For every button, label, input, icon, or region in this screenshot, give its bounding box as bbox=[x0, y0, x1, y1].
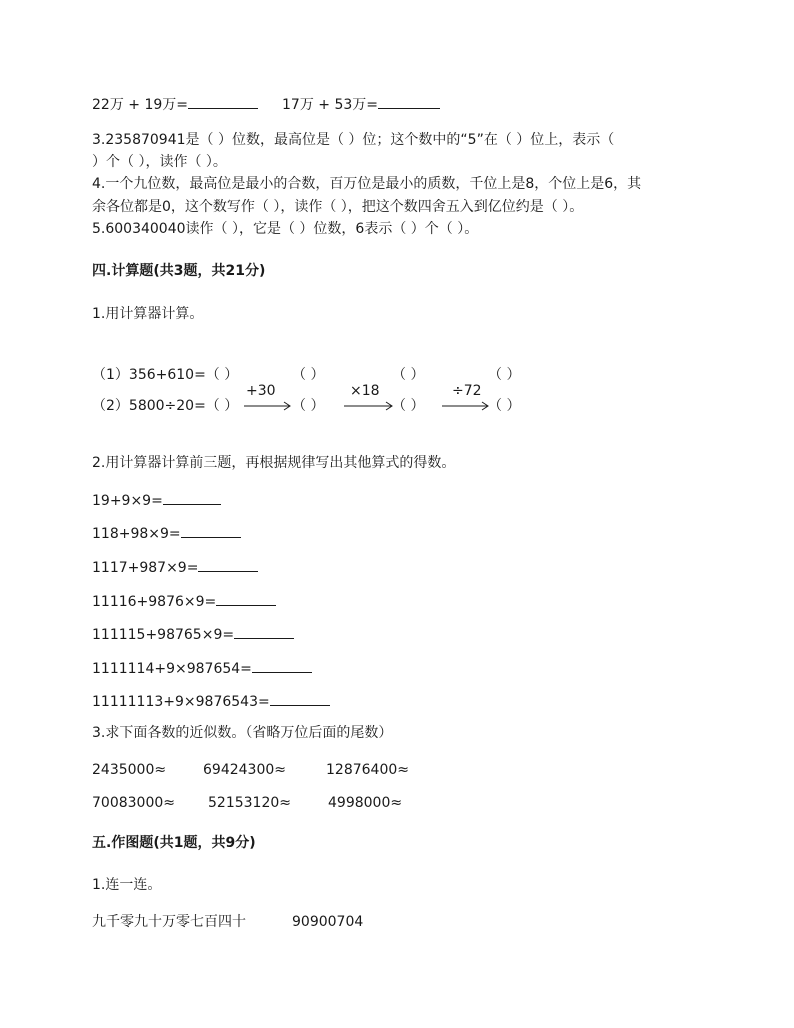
pattern-expr-1 bbox=[92, 490, 221, 510]
answer-blank[interactable] bbox=[188, 94, 258, 109]
expression: 1117+987×9= bbox=[92, 560, 199, 576]
approx-2-1: 70083000≈ bbox=[92, 795, 175, 811]
answer-blank[interactable] bbox=[181, 523, 241, 538]
arrow-icon bbox=[244, 402, 294, 410]
chain-row-1-label: （1）356+610=（ ） bbox=[92, 367, 239, 383]
match-left-item[interactable]: 九千零九十万零七百四十 bbox=[92, 914, 246, 930]
expr-22-19: 22万 + 19万= bbox=[92, 97, 188, 113]
chain-row-2-blank-2: （ ） bbox=[292, 398, 325, 414]
expression: 118+98×9= bbox=[92, 526, 181, 542]
answer-blank[interactable] bbox=[198, 557, 258, 572]
section-5-title: 五.作图题(共1题，共9分) bbox=[92, 835, 256, 851]
section-5-q1-prompt: 1.连一连。 bbox=[92, 877, 162, 893]
chain-row-1-blank-2: （ ） bbox=[292, 367, 325, 383]
arrow-icon bbox=[442, 402, 492, 410]
answer-blank[interactable] bbox=[252, 658, 312, 673]
pattern-expr-6 bbox=[92, 658, 312, 678]
expression: 1111114+9×987654= bbox=[92, 661, 252, 677]
approx-2-2: 52153120≈ bbox=[208, 795, 291, 811]
expression: 111115+98765×9= bbox=[92, 627, 235, 643]
pattern-expr-3 bbox=[92, 557, 258, 577]
answer-blank[interactable] bbox=[270, 691, 330, 706]
approx-1-2: 69424300≈ bbox=[203, 762, 286, 778]
section-4-q2-prompt: 2.用计算器计算前三题，再根据规律写出其他算式的得数。 bbox=[92, 455, 456, 471]
answer-blank[interactable] bbox=[378, 94, 440, 109]
approx-1-1: 2435000≈ bbox=[92, 762, 167, 778]
top-row-right bbox=[282, 94, 440, 114]
answer-blank[interactable] bbox=[216, 591, 276, 606]
arrow-icon bbox=[344, 402, 394, 410]
answer-blank[interactable] bbox=[234, 624, 294, 639]
operator-divide-72: ÷72 bbox=[452, 383, 482, 399]
pattern-expr-5 bbox=[92, 624, 294, 644]
section-4-title: 四.计算题(共3题，共21分) bbox=[92, 263, 266, 279]
pattern-expr-4 bbox=[92, 591, 276, 611]
approx-1-3: 12876400≈ bbox=[326, 762, 409, 778]
expression: 19+9×9= bbox=[92, 493, 163, 509]
top-row bbox=[92, 94, 258, 114]
pattern-expr-2 bbox=[92, 523, 241, 543]
approx-2-3: 4998000≈ bbox=[328, 795, 403, 811]
question-5-line: 5.600340040读作（ ），它是（ ）位数，6表示（ ）个（ ）。 bbox=[92, 221, 479, 237]
question-3-line-2: ）个（ ），读作（ ）。 bbox=[92, 154, 227, 170]
match-right-item[interactable]: 90900704 bbox=[292, 914, 364, 930]
chain-row-1-blank-4: （ ） bbox=[488, 367, 521, 383]
operator-times-18: ×18 bbox=[350, 383, 380, 399]
question-4-line-1: 4.一个九位数，最高位是最小的合数，百万位是最小的质数，千位上是8，个位上是6，其 bbox=[92, 176, 642, 192]
expression: 11111113+9×9876543= bbox=[92, 694, 270, 710]
operator-plus-30: +30 bbox=[246, 383, 276, 399]
question-4-line-2: 余各位都是0，这个数写作（ ），读作（ ），把这个数四舍五入到亿位约是（ ）。 bbox=[92, 199, 584, 215]
answer-blank[interactable] bbox=[163, 490, 221, 505]
chain-row-2-label: （2）5800÷20=（ ） bbox=[92, 398, 239, 414]
question-3-line-1: 3.235870941是（ ）位数，最高位是（ ）位；这个数中的“5”在（ ）位上，表示（ bbox=[92, 132, 615, 148]
chain-row-1-blank-3: （ ） bbox=[392, 367, 425, 383]
section-4-q1-prompt: 1.用计算器计算。 bbox=[92, 306, 204, 322]
expression: 11116+9876×9= bbox=[92, 594, 217, 610]
expr-17-53: 17万 + 53万= bbox=[282, 97, 378, 113]
chain-row-2-blank-4: （ ） bbox=[488, 398, 521, 414]
chain-row-2-blank-3: （ ） bbox=[392, 398, 425, 414]
pattern-expr-7 bbox=[92, 691, 330, 711]
section-4-q3-prompt: 3.求下面各数的近似数。（省略万位后面的尾数） bbox=[92, 725, 393, 741]
